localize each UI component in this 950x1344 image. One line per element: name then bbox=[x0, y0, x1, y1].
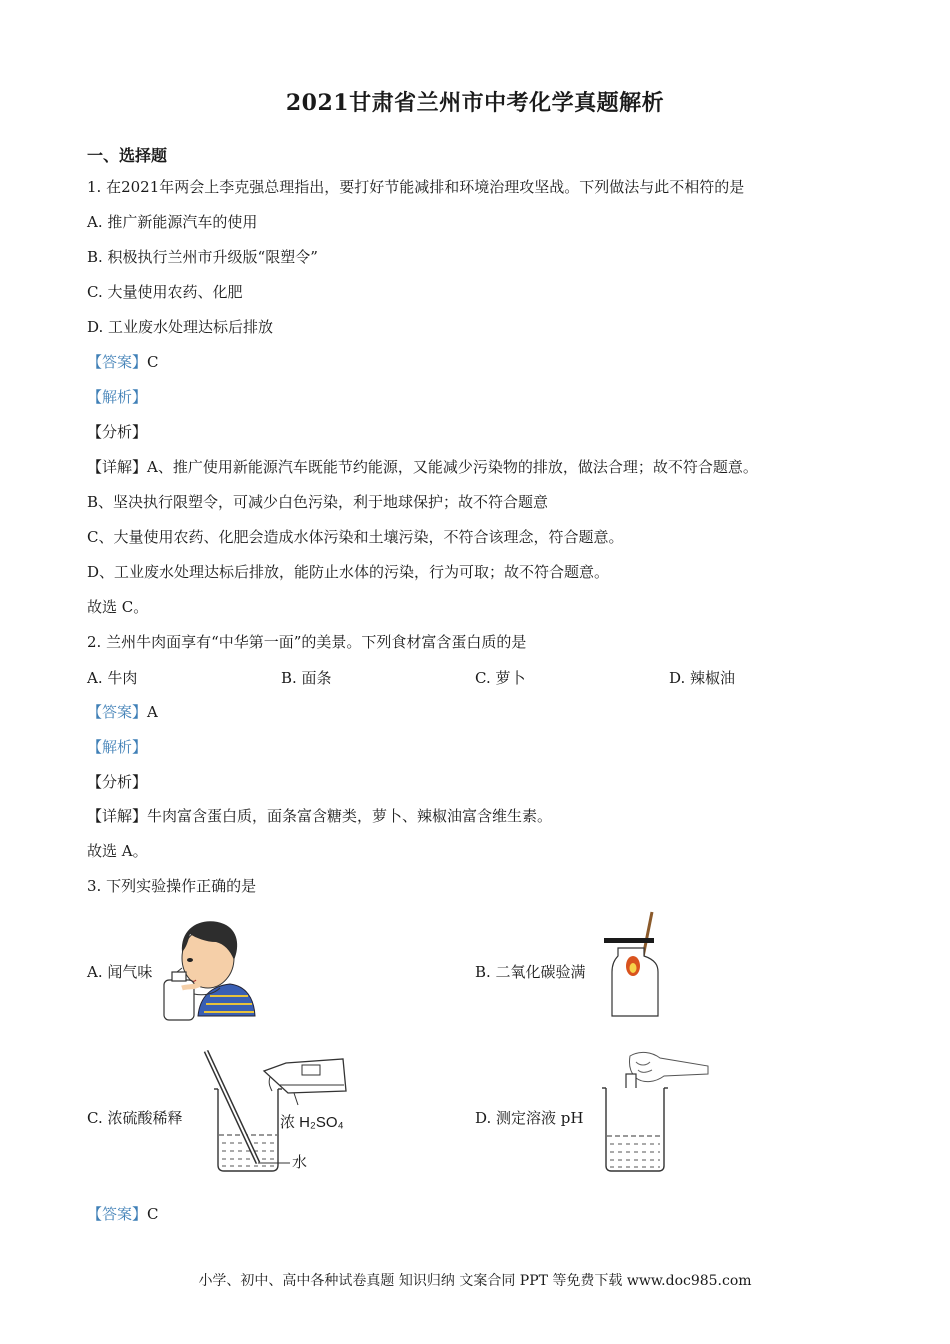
q3-option-b: B. 二氧化碳验满 bbox=[475, 963, 586, 981]
q2-stem: 2. 兰州牛肉面享有“中华第一面”的美景。下列食材富含蛋白质的是 bbox=[87, 633, 527, 651]
q1-detail-3: C、大量使用农药、化肥会造成水体污染和土壤污染，不符合该理念，符合题意。 bbox=[87, 528, 624, 546]
answer-value: A bbox=[147, 703, 158, 721]
water-label: 水 bbox=[292, 1154, 308, 1171]
acid-label: 浓 H₂SO₄ bbox=[280, 1114, 344, 1131]
q1-fenxi: 【分析】 bbox=[87, 423, 148, 441]
answer-label: 【答案】 bbox=[87, 353, 148, 371]
q1-option-d: D. 工业废水处理达标后排放 bbox=[87, 318, 274, 336]
q1-analysis-label: 【解析】 bbox=[87, 388, 148, 406]
q2-fenxi: 【分析】 bbox=[87, 773, 148, 791]
co2-full-check-figure bbox=[600, 910, 672, 1022]
q2-analysis-label: 【解析】 bbox=[87, 738, 148, 756]
ph-measure-figure bbox=[600, 1048, 712, 1174]
q1-option-b: B. 积极执行兰州市升级版“限塑令” bbox=[87, 248, 318, 266]
q1-option-c: C. 大量使用农药、化肥 bbox=[87, 283, 243, 301]
q2-option-d: D. 辣椒油 bbox=[669, 669, 736, 687]
q3-option-d: D. 测定溶液 pH bbox=[475, 1109, 584, 1127]
page-footer: 小学、初中、高中各种试卷真题 知识归纳 文案合同 PPT 等免费下载 www.doc985.com bbox=[198, 1273, 752, 1289]
q2-option-a: A. 牛肉 bbox=[87, 669, 138, 687]
q3-option-c: C. 浓硫酸稀释 bbox=[87, 1109, 183, 1127]
q1-answer bbox=[87, 352, 159, 372]
answer-value: C bbox=[147, 353, 159, 371]
q2-option-c: C. 萝卜 bbox=[475, 669, 526, 687]
q3-option-a: A. 闻气味 bbox=[87, 963, 153, 981]
section-heading: 一、选择题 bbox=[87, 146, 168, 165]
q2-detail: 【详解】牛肉富含蛋白质，面条富含糖类，萝卜、辣椒油富含维生素。 bbox=[87, 807, 553, 825]
page-title: 2021甘肃省兰州市中考化学真题解析 bbox=[285, 90, 665, 116]
q1-stem: 1. 在2021年两会上李克强总理指出，要打好节能减排和环境治理攻坚战。下列做法与此不相符的是 bbox=[87, 178, 745, 196]
q1-option-a: A. 推广新能源汽车的使用 bbox=[87, 213, 258, 231]
q2-option-b: B. 面条 bbox=[281, 669, 332, 687]
q3-answer bbox=[87, 1204, 159, 1224]
q3-stem: 3. 下列实验操作正确的是 bbox=[87, 877, 257, 895]
q1-detail-1: 【详解】A、推广使用新能源汽车既能节约能源，又能减少污染物的排放，做法合理；故不符合题意。 bbox=[87, 458, 758, 476]
answer-label: 【答案】 bbox=[87, 1205, 148, 1223]
answer-label: 【答案】 bbox=[87, 703, 148, 721]
q2-conclusion: 故选 A。 bbox=[87, 842, 148, 860]
q1-detail-4: D、工业废水处理达标后排放，能防止水体的污染，行为可取；故不符合题意。 bbox=[87, 563, 610, 581]
smelling-gas-figure bbox=[160, 912, 256, 1024]
q1-conclusion: 故选 C。 bbox=[87, 598, 149, 616]
q1-detail-2: B、坚决执行限塑令，可减少白色污染，利于地球保护；故不符合题意 bbox=[87, 493, 549, 511]
answer-value: C bbox=[147, 1205, 159, 1223]
acid-dilution-figure bbox=[198, 1045, 358, 1175]
q2-answer bbox=[87, 702, 158, 722]
